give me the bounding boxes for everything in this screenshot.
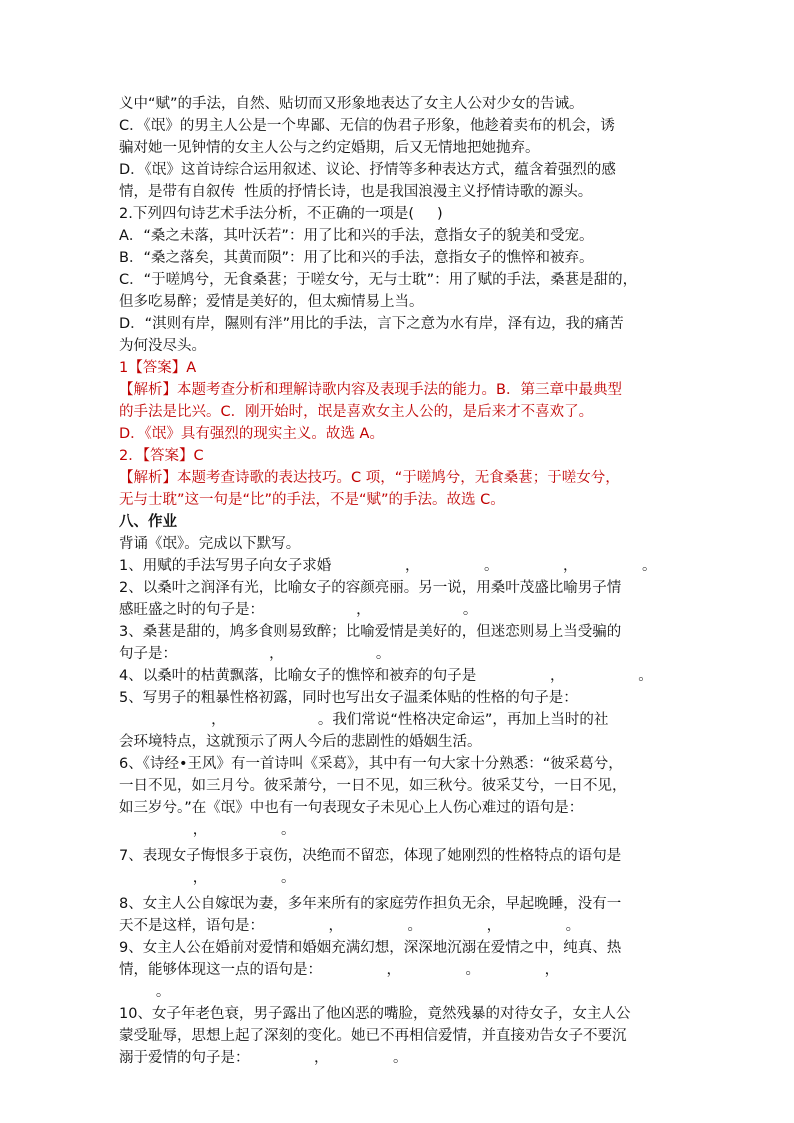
section-intro: 背诵《氓》。完成以下默写。 [119, 536, 301, 552]
item-3-line-2: 句子是： ， 。 [119, 646, 391, 662]
item-3-line-1: 3、桑葚是甜的，鸠多食则易致醉；比喻爱情是美好的，但迷恋则易上当受骗的 [119, 624, 622, 640]
answer-1-analysis-line-2: 的手法是比兴。C．刚开始时，氓是喜欢女主人公的，是后来才不喜欢了。 [119, 404, 594, 420]
item-6-line-3: 如三岁兮。”在《氓》中也有一句表现女子未见心上人伤心难过的语句是： [119, 800, 584, 816]
answer-1-analysis-line-3: D．《氓》具有强烈的现实主义。故选 A。 [119, 426, 384, 442]
option-d-line-2: 情，是带有自叙传 性质的抒情长诗，也是我国浪漫主义抒情诗歌的源头。 [119, 184, 593, 200]
item-1: 1、用赋的手法写男子向女子求婚 ， 。 ， 。 [119, 558, 657, 574]
item-10-line-2: 蒙受耻辱，思想上起了深刻的变化。她已不再相信爱情，并直接劝告女子不要沉 [119, 1028, 627, 1044]
answer-2-analysis-line-2: 无与士耽”这一句是“比”的手法，不是“赋”的手法。故选 C。 [119, 492, 505, 508]
answer-1-heading: 1【答案】A [119, 360, 197, 376]
item-5-line-1: 5、写男子的粗暴性格初露，同时也写出女子温柔体贴的性格的句子是： [119, 690, 578, 706]
item-5-line-3: 会环境特点，这就预示了两人今后的悲剧性的婚姻生活。 [119, 734, 482, 750]
item-2-line-1: 2、以桑叶之润泽有光，比喻女子的容颜亮丽。另一说，用桑叶茂盛比喻男子情 [119, 580, 622, 596]
item-7-line-2: ， 。 [119, 870, 296, 886]
item-6-line-4: ， 。 [119, 822, 296, 838]
answer-1-analysis-line-1: 【解析】本题考查分析和理解诗歌内容及表现手法的能力。B．第三章中最典型 [119, 382, 622, 398]
item-4: 4、以桑叶的枯黄飘落，比喻女子的憔悴和被弃的句子是 ， 。 [119, 668, 653, 684]
section-title: 八、作业 [119, 514, 177, 530]
item-9-line-1: 9、女主人公在婚前对爱情和婚姻充满幻想，深深地沉溺在爱情之中，纯真、热 [119, 940, 622, 956]
question-2-option-a: A．“桑之未落，其叶沃若”：用了比和兴的手法，意指女子的貌美和受宠。 [119, 228, 594, 244]
question-2-option-c-line-2: 但多吃易醉；爱情是美好的，但太痴情易上当。 [119, 294, 424, 310]
item-8-line-2: 天不是这样，语句是： ， 。 ， 。 [119, 918, 581, 934]
question-2-option-d-line-1: D．“淇则有岸，隰则有泮”用比的手法，言下之意为水有岸，泽有边，我的痛苦 [119, 316, 624, 332]
item-10-line-1: 10、女子年老色衰，男子露出了他凶恶的嘴脸，竟然残暴的对待女子，女主人公 [119, 1006, 631, 1022]
option-d-line-1: D．《氓》这首诗综合运用叙述、议论、抒情等多种表达方式，蕴含着强烈的感 [119, 162, 616, 178]
item-6-line-2: 一日不见，如三月兮。彼采萧兮，一日不见，如三秋兮。彼采艾兮，一日不见， [119, 778, 627, 794]
answer-2-analysis-line-1: 【解析】本题考查诗歌的表达技巧。C 项，“于嗟鸠兮，无食桑葚；于嗟女兮， [119, 470, 620, 486]
answer-2-heading: 2．【答案】C [119, 448, 204, 464]
option-b-continuation: 义中“赋”的手法，自然、贴切而又形象地表达了女主人公对少女的告诫。 [119, 96, 584, 112]
document-page [119, 93, 679, 1069]
item-2-line-2: 感旺盛之时的句子是： ， 。 [119, 602, 478, 618]
option-c-line-1: C．《氓》的男主人公是一个卑鄙、无信的伪君子形象，他趁着卖布的机会，诱 [119, 118, 615, 134]
item-10-line-3: 溺于爱情的句子是： ， 。 [119, 1050, 408, 1066]
question-2-option-c-line-1: C．“于嗟鸠兮，无食桑葚；于嗟女兮，无与士耽”：用了赋的手法，桑葚是甜的， [119, 272, 638, 288]
item-8-line-1: 8、女主人公自嫁氓为妻，多年来所有的家庭劳作担负无余，早起晚睡，没有一 [119, 896, 622, 912]
item-9-line-3: 。 [119, 984, 171, 1000]
item-6-line-1: 6、《诗经•王风》有一首诗叫《采葛》，其中有一句大家十分熟悉：“彼采葛兮， [119, 756, 623, 772]
item-9-line-2: 情，能够体现这一点的语句是： ， 。 ， [119, 962, 560, 978]
question-2-option-b: B．“桑之落矣，其黄而陨”：用了比和兴的手法，意指女子的憔悴和被弃。 [119, 250, 594, 266]
question-2-option-d-line-2: 为何没尽头。 [119, 338, 206, 354]
item-7-line-1: 7、表现女子悔恨多于哀伤，决绝而不留恋，体现了她刚烈的性格特点的语句是 [119, 848, 622, 864]
option-c-line-2: 骗对她一见钟情的女主人公与之约定婚期，后又无情地把她抛弃。 [119, 140, 540, 156]
item-5-line-2: ， 。我们常说“性格决定命运”，再加上当时的社 [119, 712, 609, 728]
question-2-stem: 2.下列四句诗艺术手法分析，不正确的一项是( ) [119, 206, 443, 222]
